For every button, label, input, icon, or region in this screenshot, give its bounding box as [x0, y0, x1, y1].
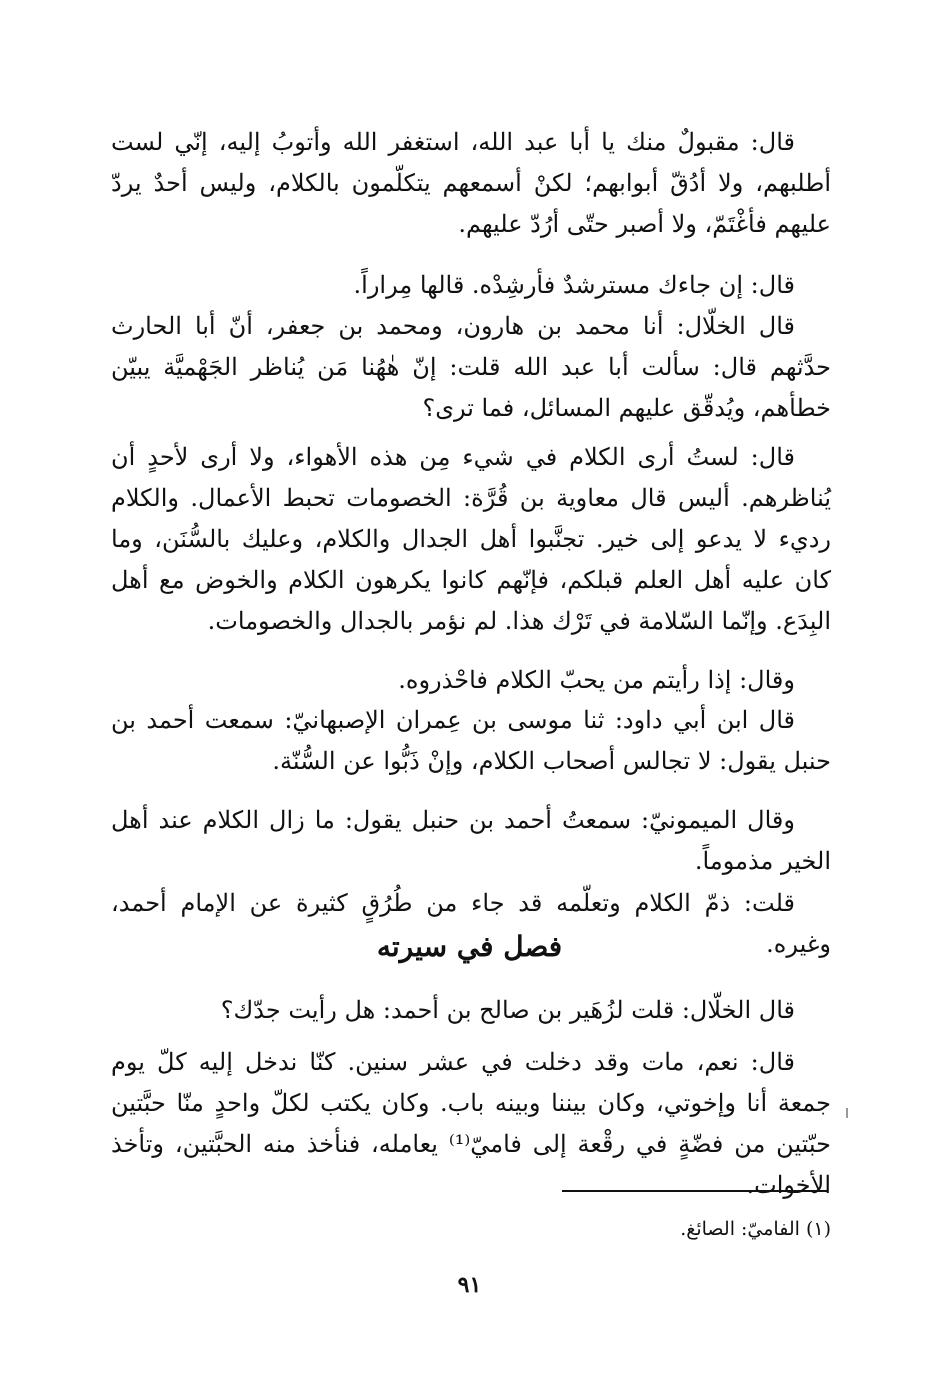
- margin-mark: [846, 1108, 848, 1118]
- paragraph-5: وقال: إذا رأيتم من يحبّ الكلام فاحْذروه.: [398, 666, 795, 694]
- footnote-divider: [562, 1190, 828, 1192]
- page-number: ٩١: [457, 1272, 482, 1298]
- paragraph-3: قال الخلّال: أنا محمد بن هارون، ومحمد بن جعفر، أنّ أبا الحارث حدَّثهم قال: سألت أبا عبد الله قلت: إنّ هٰهُنا مَن يُناظر الجَهْميَّة يبيّن خطأهم، ويُدقّق عليهم المسائل، فما ترى؟: [111, 312, 831, 422]
- footnote: (١) الفاميّ: الصائغ.: [680, 1218, 831, 1240]
- paragraph-8: قلت: ذمّ الكلام وتعلّمه قد جاء من طُرُقٍ كثيرة عن الإمام أحمد، وغيره.: [111, 889, 831, 958]
- paragraph-4: قال: لستُ أرى الكلام في شيء مِن هذه الأهواء، ولا أرى لأحدٍ أن يُناظرهم. أليس قال معاوية بن قُرَّة: الخصومات تحبط الأعمال. والكلام رديء لا يدعو إلى خير. تجنَّبوا أهل الجدال والكلام، وعليك بالسُّنَن، وما كان عليه أهل العلم قبلكم، فإنّهم كانوا يكرهون الكلام والخوض مع أهل البِدَع. وإنّما السّلامة في تَرْك هذا. لم نؤمر بالجدال والخصومات.: [111, 443, 831, 635]
- paragraph-10: قال: نعم، مات وقد دخلت في عشر سنين. كنّا ندخل إليه كلّ يوم جمعة أنا وإخوتي، وكان بيننا وبينه باب. وكان يكتب لكلّ واحدٍ منّا حبَّتين حبّتين من فضّةٍ في رقْعة إلى فاميّ⁽¹⁾ يعامله، فنأخذ منه الحبَّتين، وتأخذ الأخوات.: [111, 1048, 832, 1199]
- paragraph-9: قال الخلّال: قلت لزُهَير بن صالح بن أحمد: هل رأيت جدّك؟: [220, 996, 795, 1024]
- paragraph-2: قال: إن جاءك مسترشدٌ فأرشِدْه. قالها مِراراً.: [353, 271, 795, 299]
- paragraph-6: قال ابن أبي داود: ثنا موسى بن عِمران الإصبهانيّ: سمعت أحمد بن حنبل يقول: لا تجالس أصحاب الكلام، وإنْ ذَبُّوا عن السُّنّة.: [111, 706, 831, 775]
- paragraph-1: قال: مقبولٌ منك يا أبا عبد الله، استغفر الله وأتوبُ إليه، إنّي لست أطلبهم، ولا أدُقّ أبوابهم؛ لكنْ أسمعهم يتكلّمون بالكلام، وليس أحدٌ يردّ عليهم فأغْتَمّ، ولا أصبر حتّى أرُدّ عليهم.: [111, 128, 831, 238]
- paragraph-7: وقال الميمونيّ: سمعتُ أحمد بن حنبل يقول: ما زال الكلام عند أهل الخير مذموماً.: [111, 806, 831, 875]
- section-heading: فصل في سيرته: [376, 930, 563, 963]
